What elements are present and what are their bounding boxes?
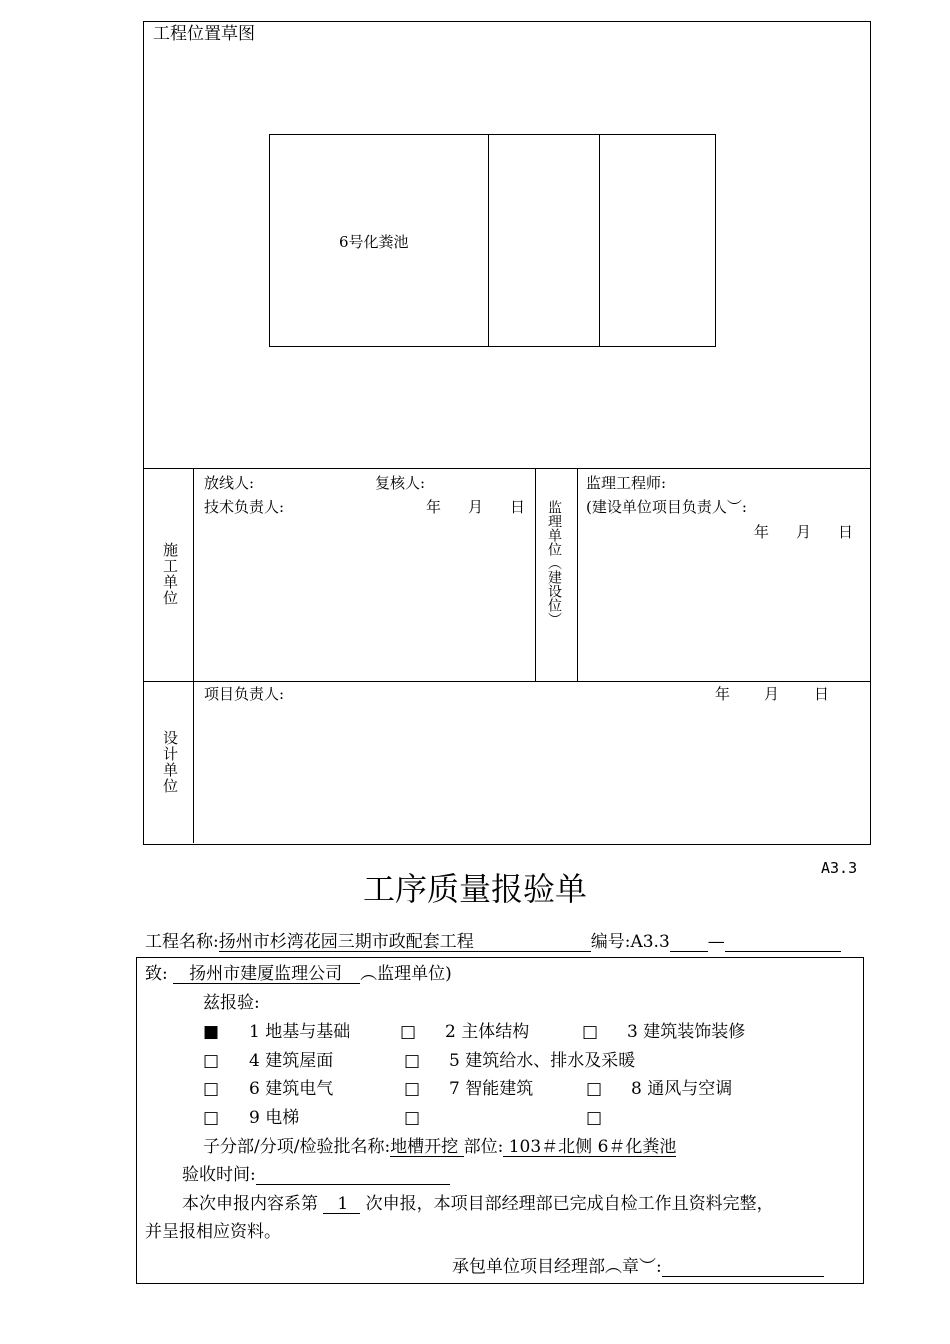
project-name-row: [145, 934, 841, 952]
design-date-month: 月: [764, 685, 780, 703]
location-label: 部位:: [463, 1137, 504, 1157]
project-lead-label: 项目负责人:: [204, 685, 285, 703]
location-value: 103＃北侧 6＃化粪池: [503, 1139, 676, 1157]
supervision-unit-label: 监理单位（建设位）: [546, 500, 562, 626]
construction-date-month: 月: [468, 498, 484, 516]
divider-label-column: [193, 468, 194, 843]
project-name-value: 扬州市杉湾花园三期市政配套工程: [219, 934, 591, 952]
item-checkbox[interactable]: □: [203, 1051, 220, 1071]
item-checkbox[interactable]: ■: [203, 1022, 220, 1042]
item-label: 5 建筑给水、排水及采暖: [449, 1051, 636, 1071]
sketch-label: 工程位置草图: [153, 24, 255, 44]
item-checkbox[interactable]: □: [586, 1108, 603, 1128]
form-title: 工序质量报验单: [362, 870, 587, 908]
number-field-2: [725, 934, 841, 952]
report-prefix: 本次申报内容系第: [182, 1194, 318, 1214]
report-count: 1: [323, 1196, 360, 1214]
construction-date-year: 年: [426, 498, 442, 516]
supervision-date-day: 日: [838, 523, 854, 541]
supervision-date-year: 年: [754, 523, 770, 541]
design-unit-label: 设计单位: [161, 730, 179, 794]
number-dash: —: [707, 932, 725, 952]
item-checkbox[interactable]: □: [404, 1051, 421, 1071]
contractor-label: 承包单位项目经理部︵章︶:: [452, 1257, 662, 1277]
acceptance-time-label: 验收时间:: [182, 1165, 256, 1185]
item-checkbox[interactable]: □: [404, 1079, 421, 1099]
contractor-signature-row: [452, 1259, 824, 1277]
tech-lead-label: 技术负责人:: [204, 498, 285, 516]
owner-rep-label: (建设单位项目负责人︶:: [586, 498, 747, 516]
construction-unit-label: 施工单位: [161, 542, 179, 606]
report-line-2: 并呈报相应资料。: [145, 1222, 281, 1242]
sub-item-value: 地槽开挖: [390, 1139, 463, 1157]
contractor-signature-field[interactable]: [662, 1259, 824, 1277]
number-label: 编号:A3.3: [590, 932, 670, 952]
design-date-day: 日: [814, 685, 830, 703]
design-date-year: 年: [715, 685, 731, 703]
item-label: 4 建筑屋面: [249, 1051, 334, 1071]
item-checkbox[interactable]: □: [586, 1079, 603, 1099]
item-label: 9 电梯: [249, 1108, 300, 1128]
hereby-label: 兹报验:: [203, 993, 260, 1013]
item-checkbox[interactable]: □: [203, 1108, 220, 1128]
item-label: 2 主体结构: [445, 1022, 530, 1042]
to-row: [145, 966, 452, 984]
to-label: 致:: [145, 964, 168, 984]
acceptance-time-field[interactable]: [256, 1167, 450, 1185]
item-checkbox[interactable]: □: [582, 1022, 599, 1042]
setting-out-label: 放线人:: [204, 474, 255, 492]
supervision-date-month: 月: [796, 523, 812, 541]
sub-item-label: 子分部/分项/检验批名称:: [203, 1137, 391, 1157]
sketch-divider-2: [599, 134, 600, 346]
sketch-divider-1: [488, 134, 489, 346]
item-label: 7 智能建筑: [449, 1079, 534, 1099]
divider-design-top: [143, 681, 870, 682]
form-code: A3.3: [821, 859, 858, 877]
item-label: 1 地基与基础: [249, 1022, 351, 1042]
checker-label: 复核人:: [375, 474, 426, 492]
sub-item-row: [203, 1139, 676, 1157]
number-field-1: [670, 934, 708, 952]
acceptance-time-row: [182, 1167, 450, 1185]
item-checkbox[interactable]: □: [404, 1108, 421, 1128]
construction-date-day: 日: [510, 498, 526, 516]
divider-supervision-left: [535, 468, 536, 681]
pool-label: 6号化粪池: [339, 233, 409, 251]
to-company: 扬州市建厦监理公司: [173, 966, 360, 984]
report-statement: [182, 1196, 774, 1214]
sketch-outline: [269, 134, 716, 347]
item-label: 8 通风与空调: [631, 1079, 733, 1099]
divider-supervision-right: [577, 468, 578, 681]
divider-sketch-bottom: [143, 468, 870, 469]
report-suffix: 次申报，本项目部经理部已完成自检工作且资料完整，: [365, 1194, 774, 1214]
item-checkbox[interactable]: □: [203, 1079, 220, 1099]
to-suffix: ︵监理单位): [360, 964, 452, 984]
project-name-label: 工程名称:: [145, 932, 219, 952]
item-label: 3 建筑装饰装修: [627, 1022, 746, 1042]
item-checkbox[interactable]: □: [400, 1022, 417, 1042]
item-label: 6 建筑电气: [249, 1079, 334, 1099]
supervision-engineer-label: 监理工程师:: [586, 474, 667, 492]
